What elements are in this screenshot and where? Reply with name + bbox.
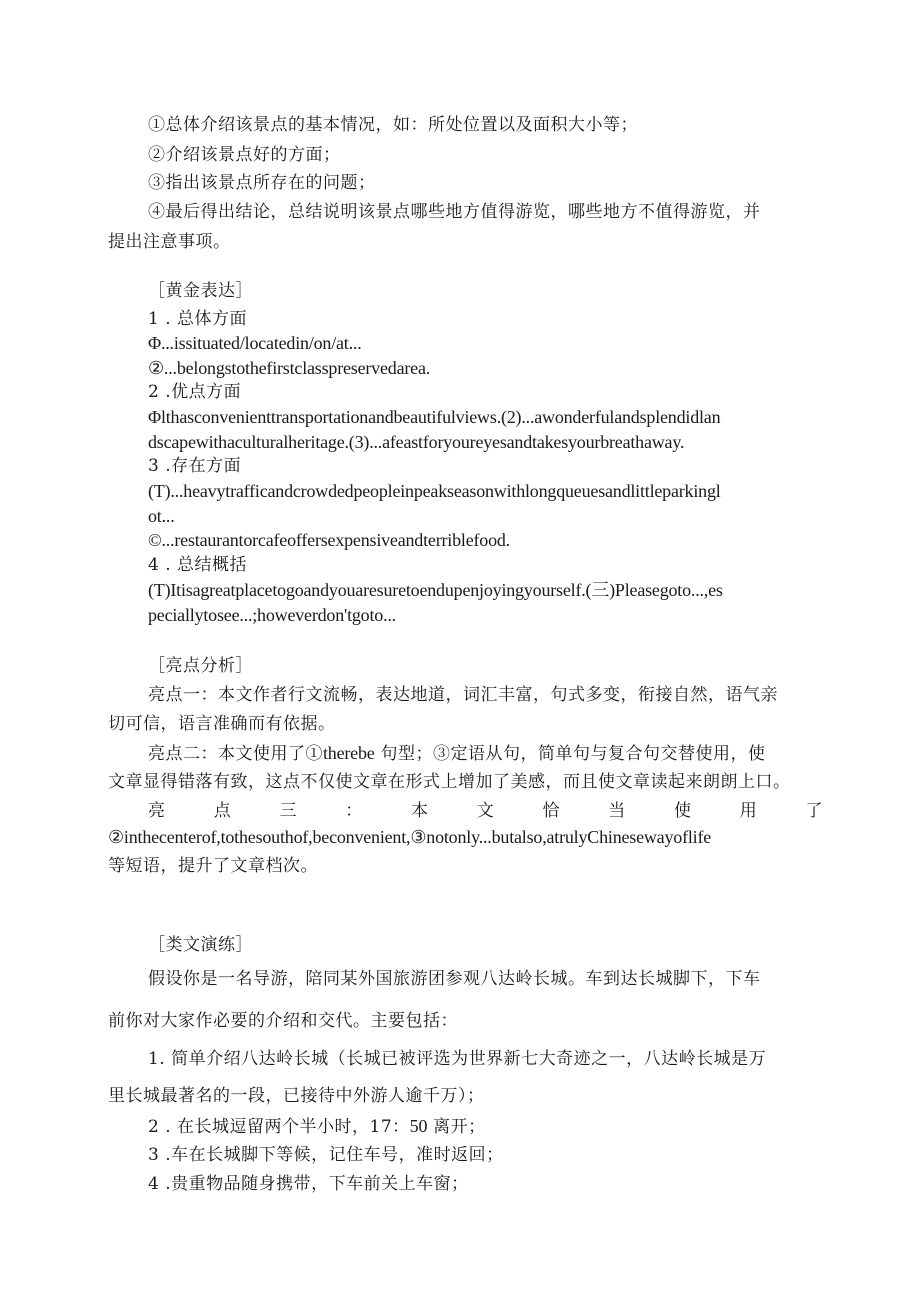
h3-char: 了 bbox=[805, 801, 823, 821]
step-4: ④最后得出结论，总结说明该景点哪些地方值得游览，哪些地方不值得游览，并 bbox=[148, 202, 761, 222]
golden-s4-heading: 4 . 总结概括 bbox=[148, 555, 248, 575]
golden-title: ［黄金表达］ bbox=[148, 281, 253, 301]
golden-s2-b: dscapewithaculturalheritage.(3)...afeastforyoureyesandtakesyourbreathaway. bbox=[148, 432, 685, 452]
practice-item-2-part3: 离开； bbox=[427, 1117, 486, 1137]
highlight-2-a bbox=[148, 742, 765, 765]
highlight-3-c: 等短语，提升了文章档次。 bbox=[108, 856, 318, 876]
h3-char: 亮 bbox=[148, 801, 166, 821]
practice-item-2 bbox=[148, 1115, 486, 1138]
step-2: ②介绍该景点好的方面； bbox=[148, 145, 341, 165]
step-3: ③指出该景点所存在的问题； bbox=[148, 173, 376, 193]
golden-s3-heading: 3 .存在方面 bbox=[148, 456, 242, 476]
golden-s2-heading: 2 .优点方面 bbox=[148, 382, 242, 402]
highlights-title: ［亮点分析］ bbox=[148, 656, 253, 676]
h3-char: ： bbox=[345, 801, 363, 821]
highlight-1-a: 亮点一：本文作者行文流畅，表达地道，词汇丰富，句式多变，衔接自然，语气亲 bbox=[148, 685, 778, 705]
step-4-continued: 提出注意事项。 bbox=[108, 232, 231, 252]
practice-item-4: 4 .贵重物品随身携带，下车前关上车窗； bbox=[148, 1174, 469, 1194]
practice-prompt-a: 假设你是一名导游，陪同某外国旅游团参观八达岭长城。车到达长城脚下，下车 bbox=[148, 969, 761, 989]
golden-s3-b: ot... bbox=[148, 506, 175, 526]
golden-s1-b: ②...belongstothefirstclasspreservedarea. bbox=[148, 358, 431, 378]
golden-s1-a: Φ...issituated/locatedin/on/at... bbox=[148, 333, 362, 353]
golden-s1-heading: 1 . 总体方面 bbox=[148, 309, 248, 329]
highlight-1-b: 切可信，语言准确而有依据。 bbox=[108, 714, 336, 734]
h3-char: 三 bbox=[279, 801, 297, 821]
h3-char: 点 bbox=[213, 801, 232, 821]
golden-s3-a: (T)...heavytrafficandcrowdedpeopleinpeakseasonwithlongqueuesandlittleparkingl bbox=[148, 481, 721, 501]
golden-s4-b: peciallytosee...;howeverdon'tgoto... bbox=[148, 605, 396, 625]
practice-item-1-b: 里长城最著名的一段，已接待中外游人逾千万）； bbox=[108, 1086, 485, 1106]
practice-item-1-a: 1. 简单介绍八达岭长城（长城已被评选为世界新七大奇迹之一，八达岭长城是万 bbox=[148, 1049, 767, 1069]
h3-char: 文 bbox=[476, 801, 495, 821]
golden-s3-c: ©...restaurantorcafeoffersexpensiveandterriblefood. bbox=[148, 530, 510, 550]
h3-char: 本 bbox=[411, 801, 429, 821]
practice-item-3: 3 .车在长城脚下等候，记住车号，准时返回； bbox=[148, 1145, 504, 1165]
h3-char: 用 bbox=[739, 801, 758, 821]
highlight-2-a-part1: 亮点二：本文使用了① bbox=[148, 744, 323, 764]
h3-char: 当 bbox=[608, 801, 626, 821]
practice-title: ［类文演练］ bbox=[148, 935, 253, 955]
golden-s2-a: Φlthasconvenienttransportationandbeautifulviews.(2)...awonderfulandsplendidlan bbox=[148, 407, 721, 427]
practice-prompt-b: 前你对大家作必要的介绍和交代。主要包括： bbox=[108, 1011, 458, 1031]
h3-char: 使 bbox=[674, 801, 692, 821]
practice-item-2-part1: 2 . 在长城逗留两个半小时，17： bbox=[148, 1117, 410, 1137]
golden-s4-a: (T)Itisagreatplacetogoandyouaresuretoendupenjoyingyourself.(三)Pleasegoto...,es bbox=[148, 580, 723, 600]
practice-item-2-time: 50 bbox=[409, 1116, 428, 1136]
highlight-3-a bbox=[148, 800, 823, 822]
highlight-2-b: 文章显得错落有致，这点不仅使文章在形式上增加了美感，而且使文章读起来朗朗上口。 bbox=[108, 772, 791, 792]
highlight-3-b: ②inthecenterof,tothesouthof,beconvenient,③notonly...butalso,atrulyChinesewayoflife bbox=[108, 827, 712, 847]
step-1: ①总体介绍该景点的基本情况，如：所处位置以及面积大小等； bbox=[148, 115, 638, 135]
highlight-2-a-term: therebe bbox=[323, 743, 375, 763]
highlight-2-a-part3: 句型；③定语从句，简单句与复合句交替使用，使 bbox=[374, 744, 766, 764]
h3-char: 恰 bbox=[542, 801, 560, 821]
